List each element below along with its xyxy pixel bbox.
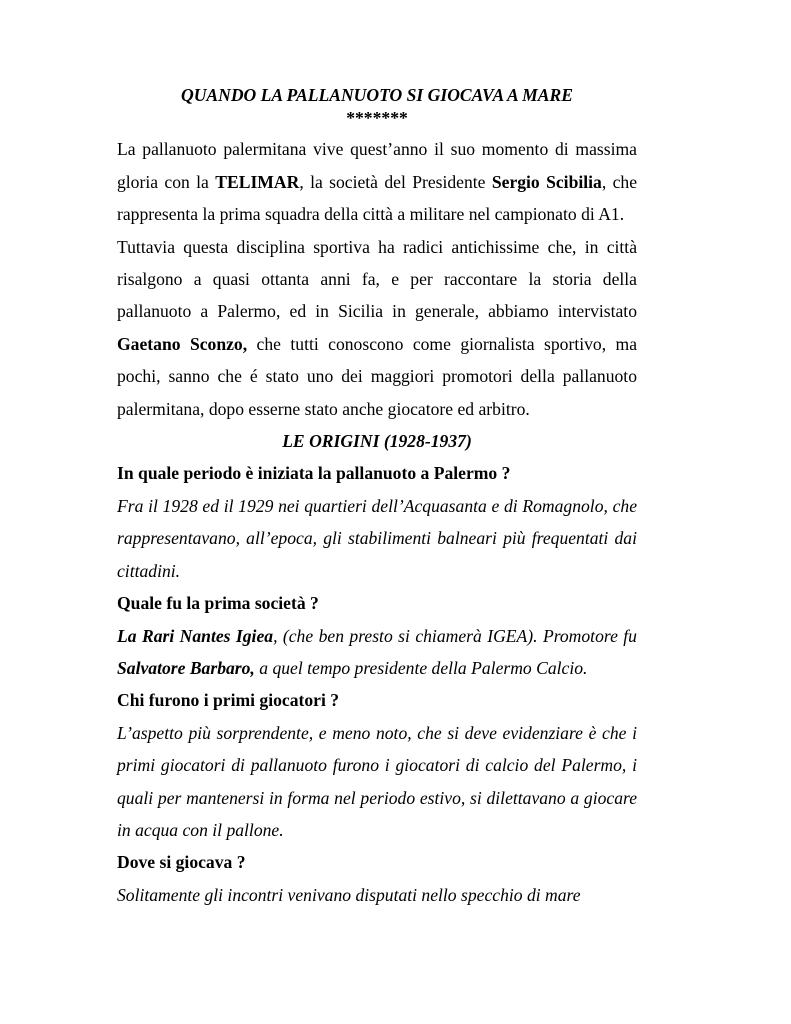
intro-text: Tuttavia questa disciplina sportiva ha radici antichissime che, in città risalgono a quasi ottanta anni fa, e per raccontare la storia della pallanuoto a Palermo, ed in Sicilia in generale, abbiamo intervistato [117, 236, 637, 322]
section-heading: LE ORIGINI (1928-1937) [282, 431, 472, 452]
intro-text: La pallanuoto palermitana vive quest’anno il suo momento di massima gloria con la [117, 139, 637, 192]
intro-paragraph-1 [117, 133, 637, 230]
answer-1: Fra il 1928 ed il 1929 nei quartieri dell’Acquasanta e di Romagnolo, che rappresentavano, all’epoca, gli stabilimenti balneari più frequentati dai cittadini. [117, 495, 637, 581]
document-title: QUANDO LA PALLANUOTO SI GIOCAVA A MARE [180, 85, 574, 105]
question-3: Chi furono i primi giocatori ? [117, 690, 340, 711]
question-4: Dove si giocava ? [117, 852, 246, 873]
answer-3: L’aspetto più sorprendente, e meno noto, che si deve evidenziare è che i primi giocatori di pallanuoto furono i giocatori di calcio del Palermo, i quali per mantenersi in forma nel periodo estivo, si dilettavano a giocare in acqua con il pallone. [117, 722, 637, 840]
team-name-telimar: TELIMAR [215, 171, 300, 192]
club-name: La Rari Nantes Igiea [117, 625, 274, 646]
intro-paragraph-2 [117, 231, 637, 425]
answer-text: a quel tempo presidente della Palermo Calcio. [254, 657, 588, 678]
question-1: In quale periodo è iniziata la pallanuoto a Palermo ? [117, 463, 511, 484]
promoter-name: Salvatore Barbaro, [117, 657, 255, 678]
answer-text: , (che ben presto si chiamerà IGEA). Promotore fu [273, 625, 637, 646]
intro-text: , che rappresenta la prima squadra della città a militare nel campionato di A1. [117, 171, 638, 225]
separator-stars: ******* [346, 108, 408, 129]
question-2: Quale fu la prima società ? [117, 593, 319, 614]
answer-4: Solitamente gli incontri venivano disputati nello specchio di mare [117, 884, 581, 905]
president-name: Sergio Scibilia [491, 171, 602, 192]
document-page [117, 79, 637, 911]
interviewee-name: Gaetano Sconzo, [117, 333, 248, 354]
answer-2 [117, 620, 637, 685]
intro-text: , la società del Presidente [299, 171, 492, 192]
intro-text: che tutti conoscono come giornalista sportivo, ma pochi, sanno che é stato uno dei maggiori promotori della pallanuoto palermitana, dopo esserne stato anche giocatore ed arbitro. [117, 333, 638, 419]
